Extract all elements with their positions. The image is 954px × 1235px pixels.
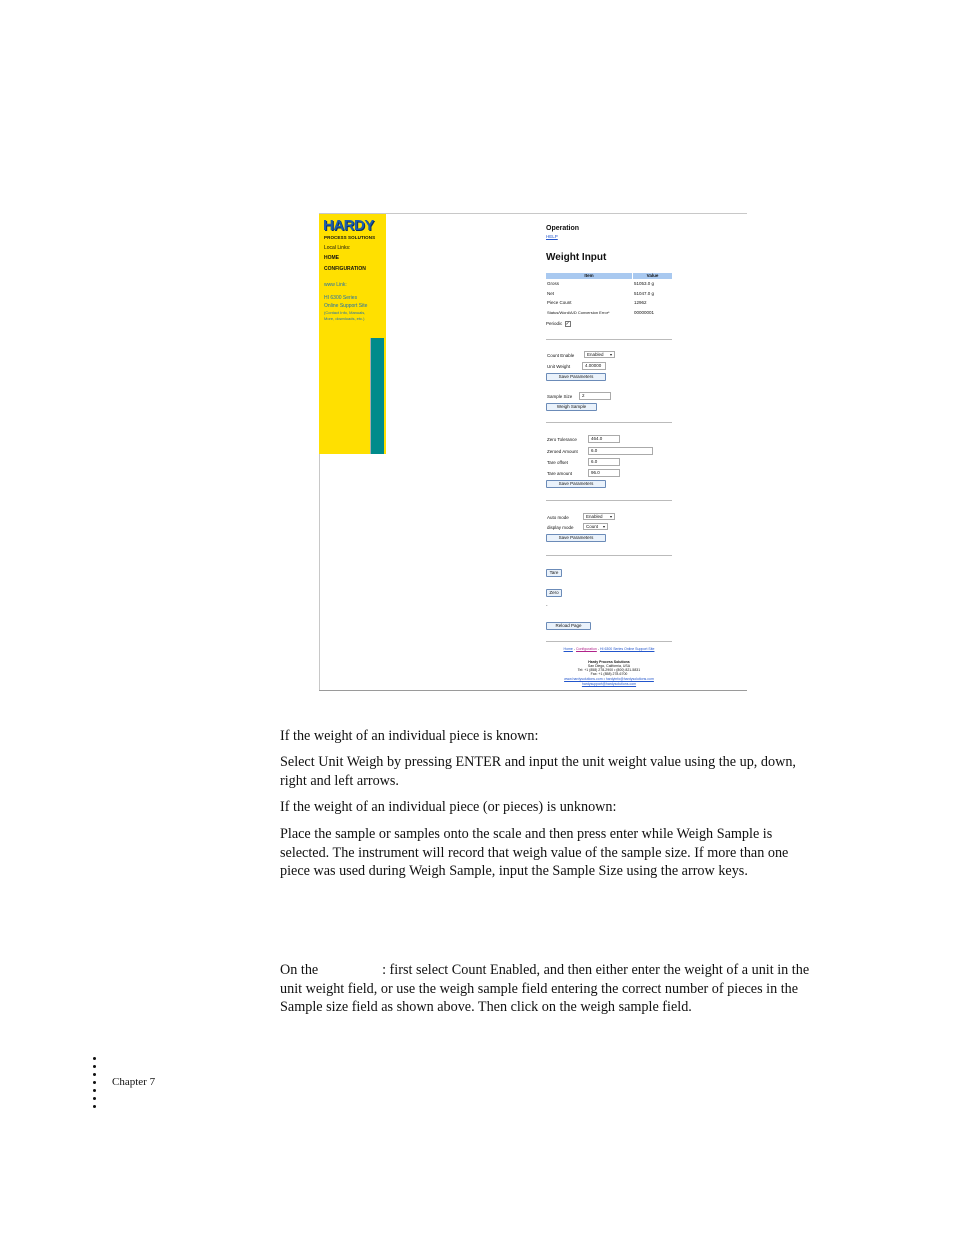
sample-size-input[interactable]: 2 (579, 392, 611, 400)
sample-size-label: Sample Size (547, 394, 573, 399)
divider (546, 500, 672, 501)
display-mode-value: Count (586, 524, 599, 529)
zero-tolerance-input[interactable]: 464.0 (588, 435, 620, 443)
logo-subtitle: PROCESS SOLUTIONS (324, 235, 376, 240)
count-enable-value: Enabled (587, 352, 604, 357)
margin-dot (93, 1073, 96, 1076)
weight-input-screenshot (319, 213, 747, 692)
company-name: Hardy Process Solutions (588, 660, 630, 664)
footer-link-configuration[interactable]: Configuration (576, 647, 597, 651)
logo-wordmark: HARDY (323, 217, 374, 234)
weight-table (546, 273, 673, 317)
row-value: 51047.0 g (634, 290, 655, 296)
column-header-item: Item (546, 273, 632, 279)
company-web-email[interactable]: www.hardysolutions.com • hardyinfo@hardysolutions.com (564, 677, 654, 681)
table-row (546, 298, 673, 308)
save-parameters-button[interactable]: Save Parameters (546, 534, 606, 542)
tare-amount-input[interactable]: 96.0 (588, 469, 620, 477)
sidebar-accent-bar (370, 338, 384, 454)
tare-button[interactable]: Tare (546, 569, 562, 577)
company-fax: Fax: +1 (858) 278-6700 (590, 672, 628, 676)
hardy-logo (323, 218, 383, 242)
table-row (546, 289, 673, 299)
footer-separator: - (572, 647, 577, 651)
row-value: 00000001 (634, 309, 655, 315)
row-item: Status/Word/A/D Conversion Error* (547, 309, 610, 315)
auto-mode-select[interactable] (583, 513, 615, 520)
main-content (546, 213, 746, 691)
margin-dot (93, 1097, 96, 1100)
row-value: 51053.0 g (634, 281, 655, 286)
chevron-down-icon: ▾ (609, 352, 612, 357)
unit-weight-label: Unit Weight (547, 364, 571, 369)
chapter-label: Chapter 7 (112, 1076, 156, 1088)
auto-mode-value: Enabled (586, 514, 603, 519)
margin-dot (93, 1065, 96, 1068)
sidebar-link-configuration[interactable]: CONFIGURATION (324, 266, 366, 272)
screenshot-left-border (319, 453, 320, 691)
weigh-sample-button[interactable]: Weigh Sample (546, 403, 597, 411)
divider (546, 422, 672, 423)
display-mode-label: display mode (547, 525, 574, 530)
footer-link-support[interactable]: HI 6300 Series Online Support Site (599, 647, 655, 651)
page-title: Weight Input (546, 252, 607, 263)
count-enable-select[interactable] (584, 351, 615, 358)
periodic-checkbox[interactable]: ✓ (565, 321, 570, 327)
www-links-label: www Link: (324, 282, 347, 288)
zero-tolerance-label: Zero Tolerance (547, 437, 577, 442)
paragraph-weigh-sample: Place the sample or samples onto the scale and then press enter while Weigh Sample is selected. The instrument will record that weigh value of the sample size. If more than one piece was used during Weigh Sample, input the Sample Size using the arrow keys. (280, 826, 789, 880)
unit-weight-input[interactable]: 4.00000 (582, 362, 606, 370)
zeroed-amount-label: Zeroed Amount (547, 449, 578, 454)
local-links-label: Local Links: (324, 245, 351, 251)
tare-offset-label: Tare offset (547, 460, 568, 465)
chevron-down-icon: ▾ (602, 524, 605, 529)
sidebar-link-hi6300[interactable]: HI 6300 Series (324, 295, 358, 301)
divider (546, 555, 672, 556)
save-parameters-button[interactable]: Save Parameters (546, 373, 606, 381)
count-enable-label: Count Enable (547, 353, 575, 358)
zero-button[interactable]: Zero (546, 589, 562, 597)
row-value: 12962 (634, 300, 647, 305)
sidebar (319, 214, 386, 454)
paragraph-unknown-weight: If the weight of an individual piece (or pieces) is unknown: (280, 799, 617, 815)
row-item: Gross (547, 281, 560, 286)
company-tel: Tel: +1 (858) 278-2900 • (800) 821-5831 (577, 668, 641, 672)
save-parameters-button[interactable]: Save Parameters (546, 480, 606, 488)
auto-mode-label: Auto mode (547, 515, 569, 520)
row-item: Net (547, 290, 555, 296)
paragraph-web-page: On the : first select Count Enabled, and then either enter the weight of a unit in the unit weight field, or use the weigh sample field entering the correct number of pieces in the Sample size field as shown above. Then click on the weigh sample field. (280, 962, 813, 1016)
table-row (546, 308, 673, 318)
divider (546, 339, 672, 340)
margin-dot (93, 1057, 96, 1060)
periodic-row (546, 321, 571, 327)
chevron-down-icon: ▾ (609, 514, 612, 519)
margin-dot (93, 1089, 96, 1092)
footer-separator: - (596, 647, 600, 651)
margin-dot (93, 1105, 96, 1108)
footer-link-home[interactable]: Home (563, 647, 573, 651)
paragraph-unit-weigh: Select Unit Weigh by pressing ENTER and input the unit weight value using the up, down, right and left arrows. (280, 754, 796, 789)
row-item: Piece Count (547, 300, 572, 305)
footer-links (546, 647, 672, 651)
section-title: Operation (546, 225, 580, 232)
sidebar-link-support-site[interactable]: Online Support Site (324, 303, 368, 309)
sidebar-link-support-note: (Contact Info, Manuals, (324, 310, 366, 315)
table-row (546, 279, 673, 289)
zeroed-amount-input[interactable]: 6.0 (588, 447, 653, 455)
support-email-link[interactable]: hardysupport@hardysolutions.com (581, 682, 637, 686)
separator-dash: - (546, 603, 548, 608)
divider (546, 641, 672, 642)
sidebar-link-home[interactable]: HOME (324, 255, 339, 261)
display-mode-select[interactable] (583, 523, 608, 530)
column-header-value: Value (633, 273, 672, 279)
company-city: San Diego, California, USA (587, 664, 631, 668)
sidebar-link-support-note-2: More, downloads, etc.) (324, 316, 365, 321)
paragraph-known-weight: If the weight of an individual piece is known: (280, 728, 539, 744)
margin-dot (93, 1081, 96, 1084)
tare-amount-label: Tare amount (547, 471, 573, 476)
tare-offset-input[interactable]: 6.0 (588, 458, 620, 466)
help-link[interactable]: HELP (546, 234, 558, 239)
periodic-label: Periodic (546, 321, 563, 327)
reload-page-button[interactable]: Reload Page (546, 622, 591, 630)
